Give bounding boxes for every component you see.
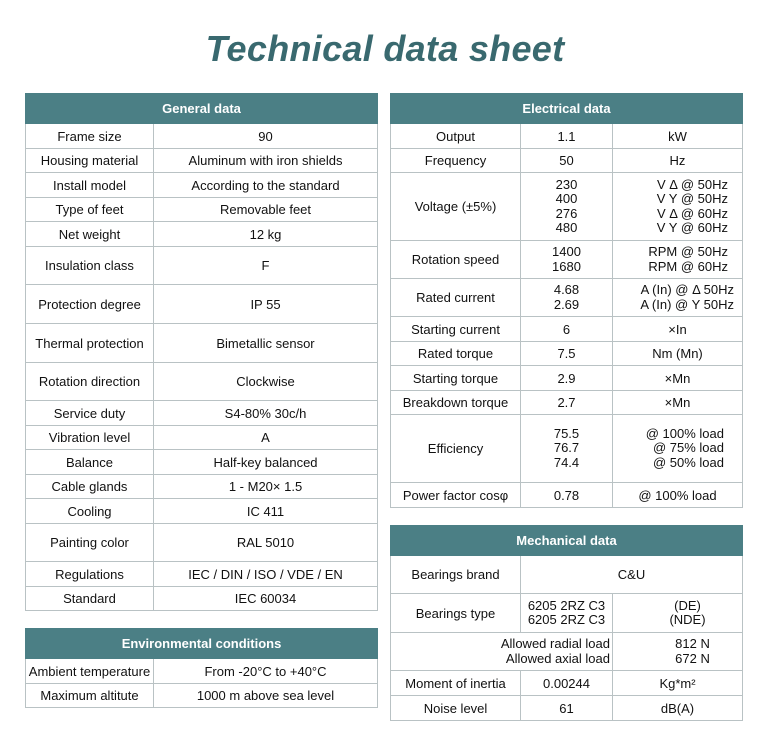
table-row (391, 633, 743, 671)
table-row (391, 415, 743, 483)
table-row (391, 317, 743, 342)
table-row (391, 149, 743, 173)
row-value: Bimetallic sensor (154, 324, 378, 363)
loads-labels (391, 633, 613, 671)
mechanical-data-table (390, 525, 743, 721)
rated-current-label: Rated current (391, 279, 521, 317)
voltage-units (613, 173, 743, 241)
row-value: 1000 m above sea level (154, 684, 378, 708)
efficiency-value: 76.7 (553, 440, 580, 456)
table-row (26, 450, 378, 475)
efficiency-label: Efficiency (391, 415, 521, 483)
row-value: A (154, 426, 378, 450)
loads-values (613, 633, 743, 671)
row-value: IEC / DIN / ISO / VDE / EN (154, 562, 378, 587)
rotation-speed-value: 1680 (552, 258, 581, 274)
noise-level-value: 61 (521, 696, 613, 721)
starting-current-unit: ×In (613, 317, 743, 342)
noise-level-label: Noise level (391, 696, 521, 721)
table-row (26, 475, 378, 499)
voltage-unit: V Δ @ 50Hz (656, 176, 728, 192)
power-factor-unit: @ 100% load (613, 483, 743, 508)
output-unit: kW (613, 124, 743, 149)
general-data-header: General data (26, 94, 378, 124)
load-label: Allowed axial load (505, 650, 610, 666)
rotation-speed-values (521, 241, 613, 279)
rated-torque-label: Rated torque (391, 342, 521, 366)
table-row (391, 173, 743, 241)
row-value: Half-key balanced (154, 450, 378, 475)
efficiency-values (521, 415, 613, 483)
frequency-value: 50 (521, 149, 613, 173)
table-row (26, 562, 378, 587)
bearings-type-label: Bearings type (391, 594, 521, 633)
row-label: Type of feet (26, 198, 154, 222)
starting-current-value: 6 (521, 317, 613, 342)
table-row (26, 285, 378, 324)
table-row (26, 659, 378, 684)
bearings-type-value: 6205 2RZ C3 (527, 612, 606, 627)
row-label: Balance (26, 450, 154, 475)
efficiency-value: 75.5 (553, 425, 580, 441)
frequency-unit: Hz (613, 149, 743, 173)
efficiency-unit: @ 50% load (652, 454, 724, 470)
mechanical-data-header: Mechanical data (391, 526, 743, 556)
starting-current-label: Starting current (391, 317, 521, 342)
bearings-type-value: 6205 2RZ C3 (527, 597, 606, 613)
rotation-speed-unit: RPM @ 50Hz (648, 244, 728, 259)
row-label: Thermal protection (26, 324, 154, 363)
table-row (26, 198, 378, 222)
table-row (26, 587, 378, 611)
row-label: Maximum altitute (26, 684, 154, 708)
table-row (26, 363, 378, 401)
table-row (26, 173, 378, 198)
moment-of-inertia-unit: Kg*m² (613, 671, 743, 696)
row-label: Housing material (26, 149, 154, 173)
row-label: Regulations (26, 562, 154, 587)
table-row (391, 556, 743, 594)
row-label: Rotation direction (26, 363, 154, 401)
power-factor-label: Power factor cosφ (391, 483, 521, 508)
voltage-value: 400 (555, 191, 578, 206)
efficiency-units (613, 415, 743, 483)
rated-current-value: 4.68 (553, 282, 580, 297)
table-row (26, 524, 378, 562)
voltage-unit: V Y @ 50Hz (656, 191, 728, 206)
efficiency-unit: @ 75% load (652, 440, 724, 456)
table-row (391, 241, 743, 279)
bearings-type-values (521, 594, 613, 633)
row-label: Service duty (26, 401, 154, 426)
row-label: Standard (26, 587, 154, 611)
table-row (26, 222, 378, 247)
environmental-conditions-table (25, 628, 378, 708)
row-label: Vibration level (26, 426, 154, 450)
table-row (391, 279, 743, 317)
table-row (391, 391, 743, 415)
voltage-value: 480 (555, 220, 578, 235)
row-label: Ambient temperature (26, 659, 154, 684)
frequency-label: Frequency (391, 149, 521, 173)
row-label: Cooling (26, 499, 154, 524)
starting-torque-unit: ×Mn (613, 366, 743, 391)
table-row (26, 247, 378, 285)
voltage-unit: V Δ @ 60Hz (656, 205, 728, 221)
load-label: Allowed radial load (500, 636, 610, 651)
electrical-data-table (390, 93, 743, 508)
breakdown-torque-unit: ×Mn (613, 391, 743, 415)
table-row (26, 426, 378, 450)
rotation-speed-label: Rotation speed (391, 241, 521, 279)
starting-torque-label: Starting torque (391, 366, 521, 391)
voltage-value: 230 (555, 176, 578, 192)
bearings-type-unit: (DE) (674, 597, 701, 613)
table-row (26, 324, 378, 363)
starting-torque-value: 2.9 (521, 366, 613, 391)
rated-torque-unit: Nm (Mn) (613, 342, 743, 366)
rotation-speed-value: 1400 (552, 244, 581, 259)
output-label: Output (391, 124, 521, 149)
table-row (391, 671, 743, 696)
table-row (391, 696, 743, 721)
rated-torque-value: 7.5 (521, 342, 613, 366)
row-label: Frame size (26, 124, 154, 149)
power-factor-value: 0.78 (521, 483, 613, 508)
efficiency-value: 74.4 (553, 454, 580, 470)
row-label: Net weight (26, 222, 154, 247)
row-value: From -20°C to +40°C (154, 659, 378, 684)
voltage-unit: V Y @ 60Hz (656, 220, 728, 235)
environmental-conditions-header: Environmental conditions (26, 629, 378, 659)
breakdown-torque-label: Breakdown torque (391, 391, 521, 415)
row-label: Painting color (26, 524, 154, 562)
rated-current-values (521, 279, 613, 317)
row-value: 1 - M20× 1.5 (154, 475, 378, 499)
row-value: IEC 60034 (154, 587, 378, 611)
table-row (391, 483, 743, 508)
rated-current-unit: A (In) @ Y 50Hz (640, 296, 734, 312)
bearings-brand-label: Bearings brand (391, 556, 521, 594)
breakdown-torque-value: 2.7 (521, 391, 613, 415)
bearings-brand-value: C&U (521, 556, 743, 594)
voltage-value: 276 (555, 205, 578, 221)
row-label: Protection degree (26, 285, 154, 324)
row-value: Removable feet (154, 198, 378, 222)
row-value: IC 411 (154, 499, 378, 524)
row-value: Aluminum with iron shields (154, 149, 378, 173)
moment-of-inertia-value: 0.00244 (521, 671, 613, 696)
row-value: Clockwise (154, 363, 378, 401)
rotation-speed-units (613, 241, 743, 279)
bearings-type-unit: (NDE) (669, 612, 706, 627)
rated-current-units (613, 279, 743, 317)
table-row (391, 342, 743, 366)
row-value: F (154, 247, 378, 285)
table-row (26, 149, 378, 173)
rated-current-unit: A (In) @ Δ 50Hz (640, 282, 734, 297)
table-row (391, 366, 743, 391)
rated-current-value: 2.69 (553, 296, 580, 312)
table-row (391, 124, 743, 149)
electrical-data-header: Electrical data (391, 94, 743, 124)
table-row (26, 401, 378, 426)
bearings-type-units (613, 594, 743, 633)
row-value: 90 (154, 124, 378, 149)
row-value: S4-80% 30c/h (154, 401, 378, 426)
row-label: Cable glands (26, 475, 154, 499)
voltage-label: Voltage (±5%) (391, 173, 521, 241)
efficiency-unit: @ 100% load (645, 425, 724, 441)
table-row (26, 499, 378, 524)
row-value: RAL 5010 (154, 524, 378, 562)
row-value: 12 kg (154, 222, 378, 247)
page-title: Technical data sheet (205, 28, 565, 69)
general-data-table (25, 93, 378, 611)
table-row (26, 684, 378, 708)
voltage-values (521, 173, 613, 241)
output-value: 1.1 (521, 124, 613, 149)
load-value: 672 N (675, 650, 710, 666)
row-value: According to the standard (154, 173, 378, 198)
noise-level-unit: dB(A) (613, 696, 743, 721)
rotation-speed-unit: RPM @ 60Hz (648, 258, 728, 274)
row-label: Install model (26, 173, 154, 198)
moment-of-inertia-label: Moment of inertia (391, 671, 521, 696)
row-value: IP 55 (154, 285, 378, 324)
load-value: 812 N (675, 636, 710, 651)
table-row (391, 594, 743, 633)
table-row (26, 124, 378, 149)
row-label: Insulation class (26, 247, 154, 285)
